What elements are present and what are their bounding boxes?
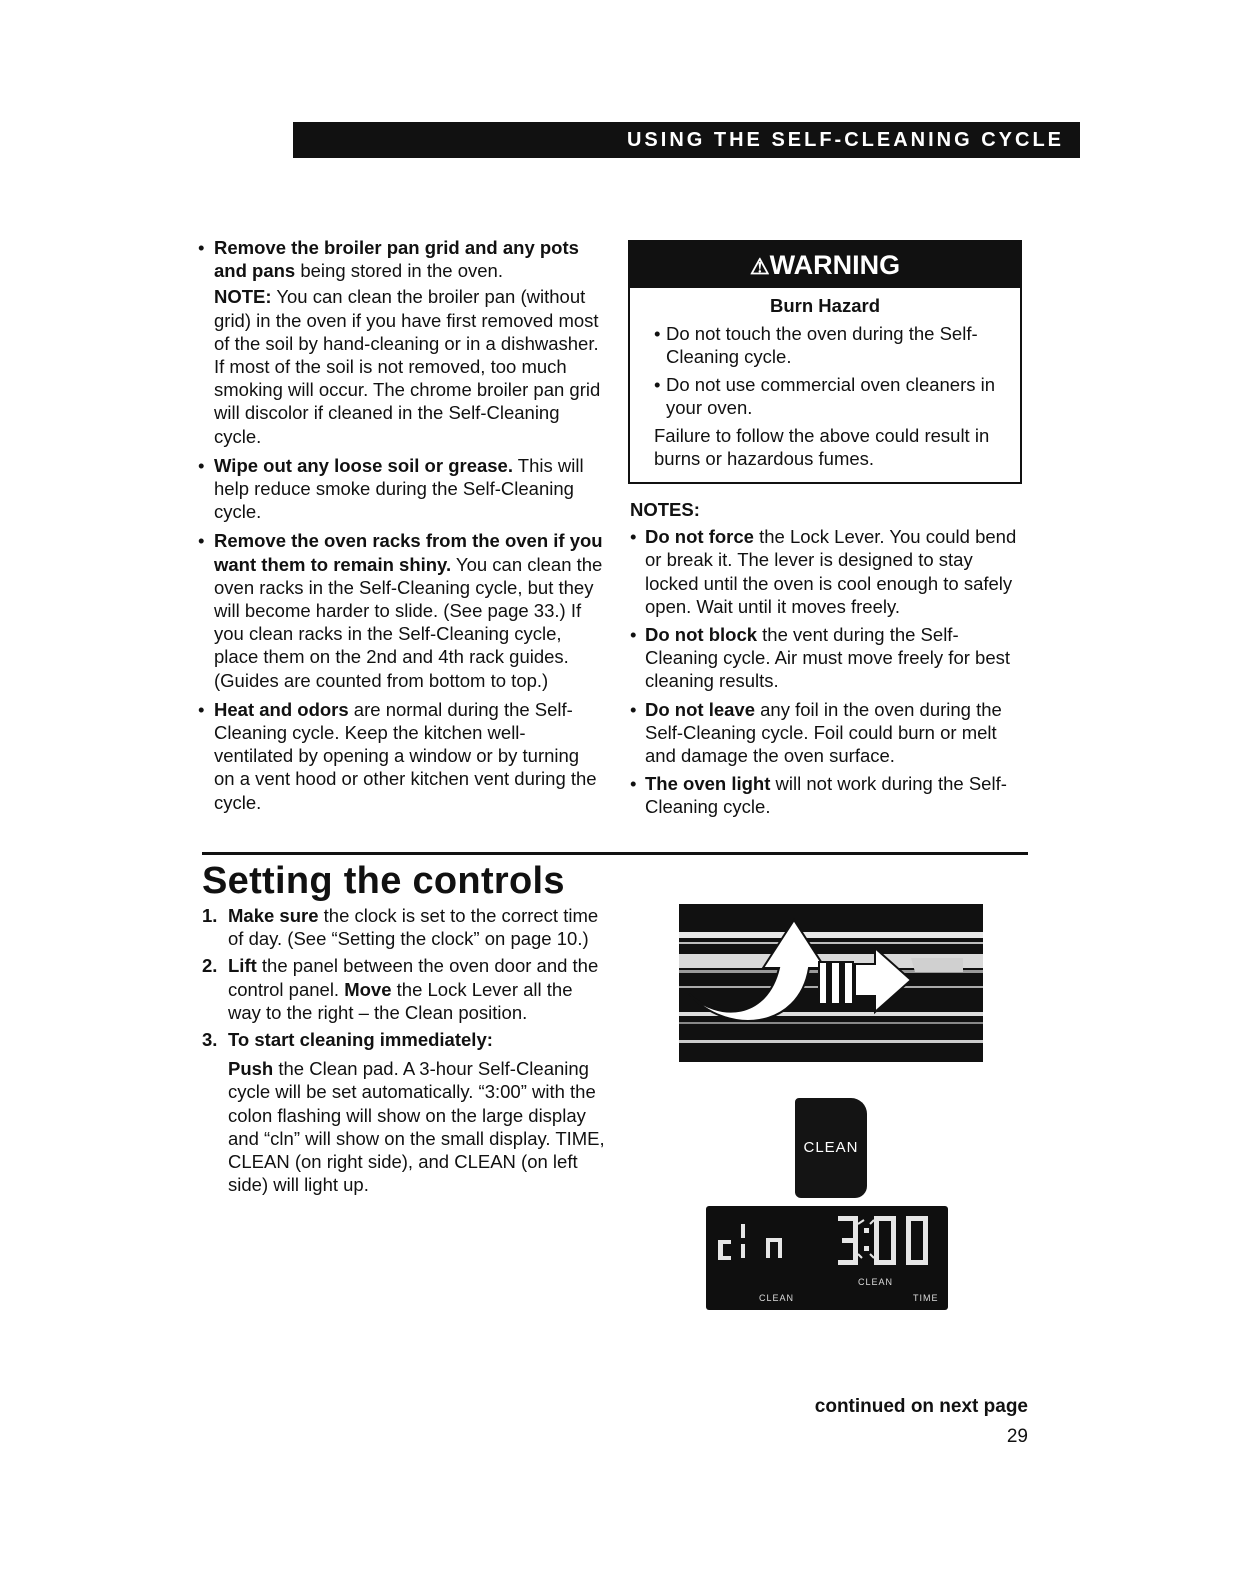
- lock-lever-illustration: [679, 904, 983, 1062]
- steps-list: [202, 904, 607, 1200]
- step-number: 1.: [202, 905, 218, 926]
- warning-header: [630, 242, 1020, 288]
- step-lead: Push: [228, 1058, 274, 1080]
- step-text: the panel between the oven door and the control panel.: [228, 955, 599, 1000]
- item-lead: Heat and odors: [214, 698, 349, 720]
- warning-failure-text: Failure to follow the above could result in burns or hazardous fumes.: [654, 424, 990, 469]
- step-text: the Lock Lever all the way to the right – the Clean position.: [228, 978, 573, 1023]
- item-lead: The oven light: [645, 773, 771, 795]
- step-text: the clock is set to the correct time of day. (See “Setting the clock” on page 10.): [228, 905, 599, 950]
- clean-pad-button[interactable]: [795, 1098, 867, 1198]
- step-lead: Lift: [228, 955, 257, 977]
- large-display-segment: [838, 1260, 858, 1265]
- list-item: [198, 529, 603, 691]
- list-item: [198, 236, 603, 448]
- item-text: being stored in the oven.: [295, 260, 503, 282]
- step-number: 3.: [202, 1029, 218, 1051]
- small-display-segment: [766, 1240, 770, 1258]
- step-item: [202, 1028, 607, 1196]
- large-display-segment: [906, 1260, 928, 1265]
- note-label: NOTE:: [214, 286, 272, 308]
- item-lead: Remove the broiler pan grid and any pots and pans: [214, 237, 579, 282]
- large-display-segment: [842, 1238, 858, 1243]
- left-column: [198, 236, 603, 820]
- large-display-segment: [906, 1216, 911, 1264]
- section-header-title: USING THE SELF-CLEANING CYCLE: [626, 129, 1064, 151]
- clean-pad-label: CLEAN: [803, 1139, 859, 1156]
- step-item: [202, 954, 607, 1024]
- warning-title: WARNING: [769, 250, 901, 280]
- section-header-bar: [293, 122, 1080, 158]
- small-display-segment: [718, 1256, 731, 1260]
- item-text: You can clean the oven racks in the Self-Cleaning cycle, but they will become harder to slide. (See page 33.) If you clean racks in the Self-Cleaning cycle, place them on the 2nd and 4th rack guides. (Guides are counted from bottom to top.): [214, 553, 603, 691]
- control-display: [706, 1206, 948, 1310]
- list-item: [630, 623, 1030, 693]
- warning-bullet: • Do not touch the oven during the Self-Cleaning cycle.: [654, 322, 1008, 369]
- warning-box: [628, 240, 1022, 484]
- section-title: Setting the controls: [202, 860, 565, 902]
- small-display-segment: [778, 1240, 782, 1258]
- item-text: will not work during the Self-Cleaning cycle.: [645, 773, 1007, 818]
- step-lead: Move: [344, 978, 392, 1000]
- warning-triangle-icon: ⚠: [749, 254, 770, 279]
- item-lead: Do not force: [645, 526, 754, 548]
- step-lead: Make sure: [228, 905, 319, 926]
- list-item: [198, 454, 603, 524]
- warning-subtitle: Burn Hazard: [770, 295, 880, 316]
- large-display-segment: [891, 1216, 896, 1264]
- continued-note: continued on next page: [814, 1396, 1028, 1417]
- notes-section: [630, 498, 1030, 824]
- note-text: You can clean the broiler pan (without grid) in the oven if you have first removed most of the soil by hand-cleaning or in a dishwasher. If most of the soil is not removed, too much smoking will occur. The chrome broiler pan grid will discolor if cleaned in the Self-Cleaning cycle.: [214, 286, 601, 447]
- item-text: the Lock Lever. You could bend or break it. The lever is designed to stay locked until the oven is cool enough to safely open. Wait until it moves freely.: [645, 526, 1017, 617]
- display-label-clean-left: CLEAN: [759, 1293, 795, 1303]
- page-number: 29: [1006, 1426, 1028, 1447]
- display-label-clean-right: CLEAN: [858, 1277, 894, 1287]
- section-divider: [202, 852, 1028, 855]
- item-lead: Remove the oven racks from the oven if you want them to remain shiny.: [214, 530, 603, 575]
- small-display-segment: [718, 1240, 731, 1244]
- warning-bullet: • Do not use commercial oven cleaners in your oven.: [654, 373, 1008, 420]
- large-display-segment: [923, 1216, 928, 1264]
- step-number: 2.: [202, 955, 218, 977]
- display-label-time: TIME: [913, 1293, 939, 1303]
- step-text: the Clean pad. A 3-hour Self-Cleaning cycle will be set automatically. “3:00” with the colon flashing will show on the large display and “cln” will show on the small display. TIME, CLEAN (on right side), and CLEAN (on left side) will light up.: [228, 1058, 605, 1196]
- large-display-segment: [874, 1216, 879, 1264]
- item-lead: Wipe out any loose soil or grease.: [214, 454, 513, 476]
- list-item: [198, 698, 603, 814]
- item-text: are normal during the Self-Cleaning cycle. Keep the kitchen well-ventilated by opening a window or by turning on a vent hood or other kitchen vent during the cycle.: [214, 698, 597, 813]
- item-text: This will help reduce smoke during the Self-Cleaning cycle.: [214, 454, 584, 523]
- item-lead: Do not leave: [645, 698, 755, 720]
- colon-dot: [864, 1228, 869, 1233]
- item-text: the vent during the Self-Cleaning cycle. Air must move freely for best cleaning results.: [645, 624, 1011, 692]
- list-item: [630, 698, 1030, 768]
- notes-title: NOTES:: [630, 499, 700, 520]
- step-item: [202, 904, 607, 950]
- colon-dot: [864, 1246, 869, 1251]
- item-lead: Do not block: [645, 624, 758, 646]
- small-display-segment: [741, 1244, 745, 1258]
- colon-flash-rays: [858, 1220, 874, 1258]
- list-item: [630, 525, 1030, 618]
- small-display-segment: [741, 1224, 745, 1238]
- item-text: any foil in the oven during the Self-Cleaning cycle. Foil could burn or melt and damage the oven surface.: [645, 698, 1002, 767]
- large-display-segment: [874, 1260, 896, 1265]
- list-item: [630, 772, 1030, 818]
- step-lead: To start cleaning immediately:: [228, 1029, 493, 1051]
